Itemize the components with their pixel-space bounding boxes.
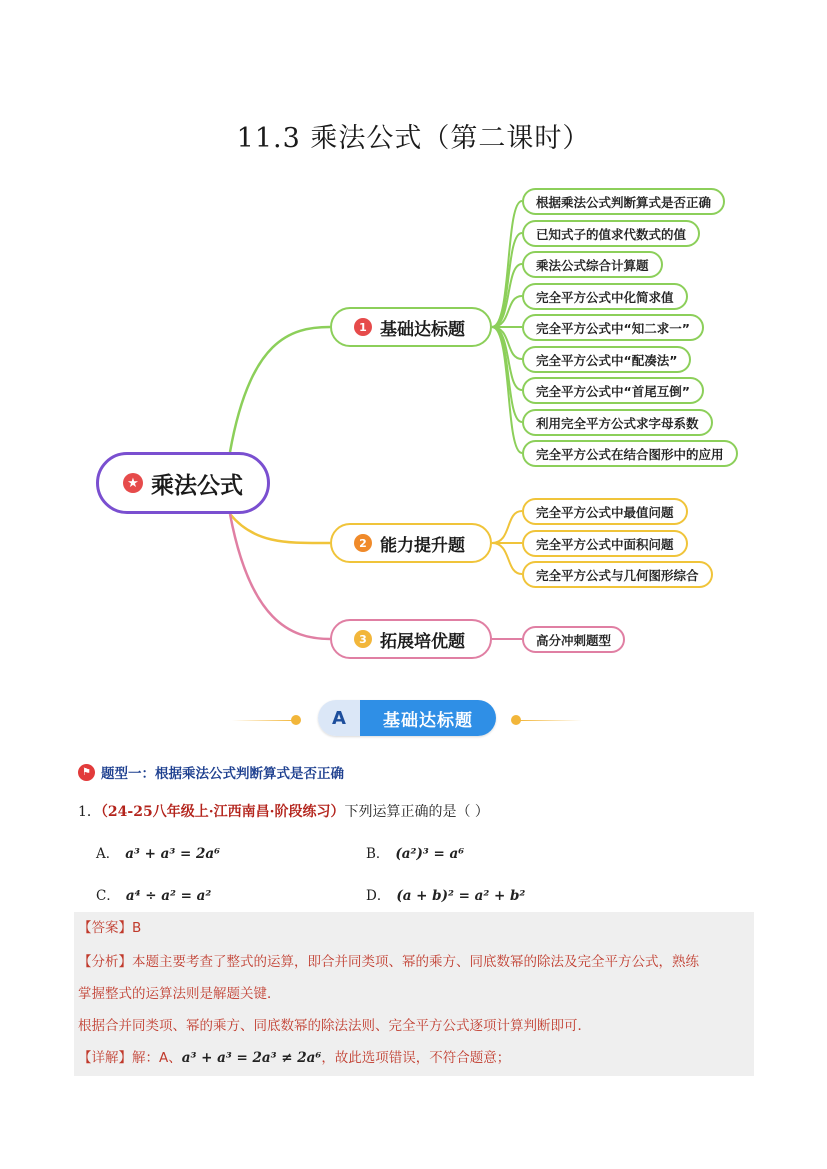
branch-advanced bbox=[330, 523, 492, 563]
leaf-item: 高分冲刺题型 bbox=[522, 626, 625, 653]
leaf-item: 已知式子的值求代数式的值 bbox=[522, 220, 700, 247]
question-stem bbox=[78, 801, 489, 821]
question-source: （24-25八年级上·江西南昌·阶段练习） bbox=[100, 804, 345, 820]
option-expression: (a + b)² = a² + b² bbox=[396, 888, 526, 904]
banner-divider-right bbox=[520, 720, 582, 721]
detail-prefix: 【详解】解：A、 bbox=[78, 1050, 182, 1066]
leaf-item: 乘法公式综合计算题 bbox=[522, 251, 663, 278]
branch-label: 拓展培优题 bbox=[380, 631, 465, 652]
star-icon: ★ bbox=[123, 473, 143, 493]
branch-label: 能力提升题 bbox=[380, 535, 465, 556]
branch-extension bbox=[330, 619, 492, 659]
question-type-label: 题型一：根据乘法公式判断算式是否正确 bbox=[101, 766, 344, 782]
option-a[interactable] bbox=[96, 842, 220, 862]
section-label: 基础达标题 bbox=[360, 700, 496, 736]
analysis-line-3: 根据合并同类项、幂的乘方、同底数幂的除法法则、完全平方公式逐项计算判断即可． bbox=[78, 1018, 591, 1034]
option-label: C． bbox=[96, 888, 120, 904]
leaf-item: 完全平方公式中最值问题 bbox=[522, 498, 688, 525]
flag-icon: ⚑ bbox=[78, 764, 95, 781]
number-1-icon: 1 bbox=[354, 318, 372, 336]
mindmap-root bbox=[96, 452, 270, 514]
leaf-item: 完全平方公式中“知二求一” bbox=[522, 314, 704, 341]
branch-label: 基础达标题 bbox=[380, 319, 465, 340]
leaf-item: 完全平方公式与几何图形综合 bbox=[522, 561, 713, 588]
option-expression: a⁴ ÷ a² = a² bbox=[125, 888, 212, 904]
analysis-line-2: 掌握整式的运算法则是解题关键． bbox=[78, 986, 281, 1002]
leaf-item: 完全平方公式在结合图形中的应用 bbox=[522, 440, 738, 467]
question-number: 1． bbox=[78, 804, 101, 820]
option-expression: (a²)³ = a⁶ bbox=[395, 846, 465, 862]
leaf-item: 完全平方公式中“配凑法” bbox=[522, 346, 691, 373]
leaf-item: 利用完全平方公式求字母系数 bbox=[522, 409, 713, 436]
option-label: A． bbox=[96, 846, 120, 862]
option-d[interactable] bbox=[366, 884, 525, 904]
option-b[interactable] bbox=[366, 842, 464, 862]
question-text: 下列运算正确的是（ ） bbox=[344, 804, 489, 820]
mindmap-root-label: 乘法公式 bbox=[151, 472, 243, 499]
leaf-item: 根据乘法公式判断算式是否正确 bbox=[522, 188, 725, 215]
question-type-heading bbox=[78, 762, 344, 782]
number-3-icon: 3 bbox=[354, 630, 372, 648]
leaf-item: 完全平方公式中化简求值 bbox=[522, 283, 688, 310]
branch-basic bbox=[330, 307, 492, 347]
section-banner bbox=[318, 700, 496, 736]
leaf-item: 完全平方公式中面积问题 bbox=[522, 530, 688, 557]
detail-expression: a³ + a³ = 2a³ ≠ 2a⁶ bbox=[181, 1050, 322, 1066]
section-letter: A bbox=[318, 700, 360, 736]
number-2-icon: 2 bbox=[354, 534, 372, 552]
leaf-item: 完全平方公式中“首尾互倒” bbox=[522, 377, 704, 404]
option-label: D． bbox=[366, 888, 391, 904]
option-label: B． bbox=[366, 846, 390, 862]
detail-line bbox=[78, 1048, 510, 1068]
banner-dot-left bbox=[291, 715, 301, 725]
detail-suffix: ，故此选项错误，不符合题意； bbox=[321, 1050, 511, 1066]
banner-divider-left bbox=[232, 720, 294, 721]
analysis-line-1: 【分析】本题主要考查了整式的运算，即合并同类项、幂的乘方、同底数幂的除法及完全平方公式，熟练 bbox=[78, 954, 699, 970]
page-title: 11.3 乘法公式（第二课时） bbox=[236, 123, 591, 154]
option-c[interactable] bbox=[96, 884, 211, 904]
answer-line: 【答案】B bbox=[78, 920, 142, 936]
option-expression: a³ + a³ = 2a⁶ bbox=[125, 846, 221, 862]
